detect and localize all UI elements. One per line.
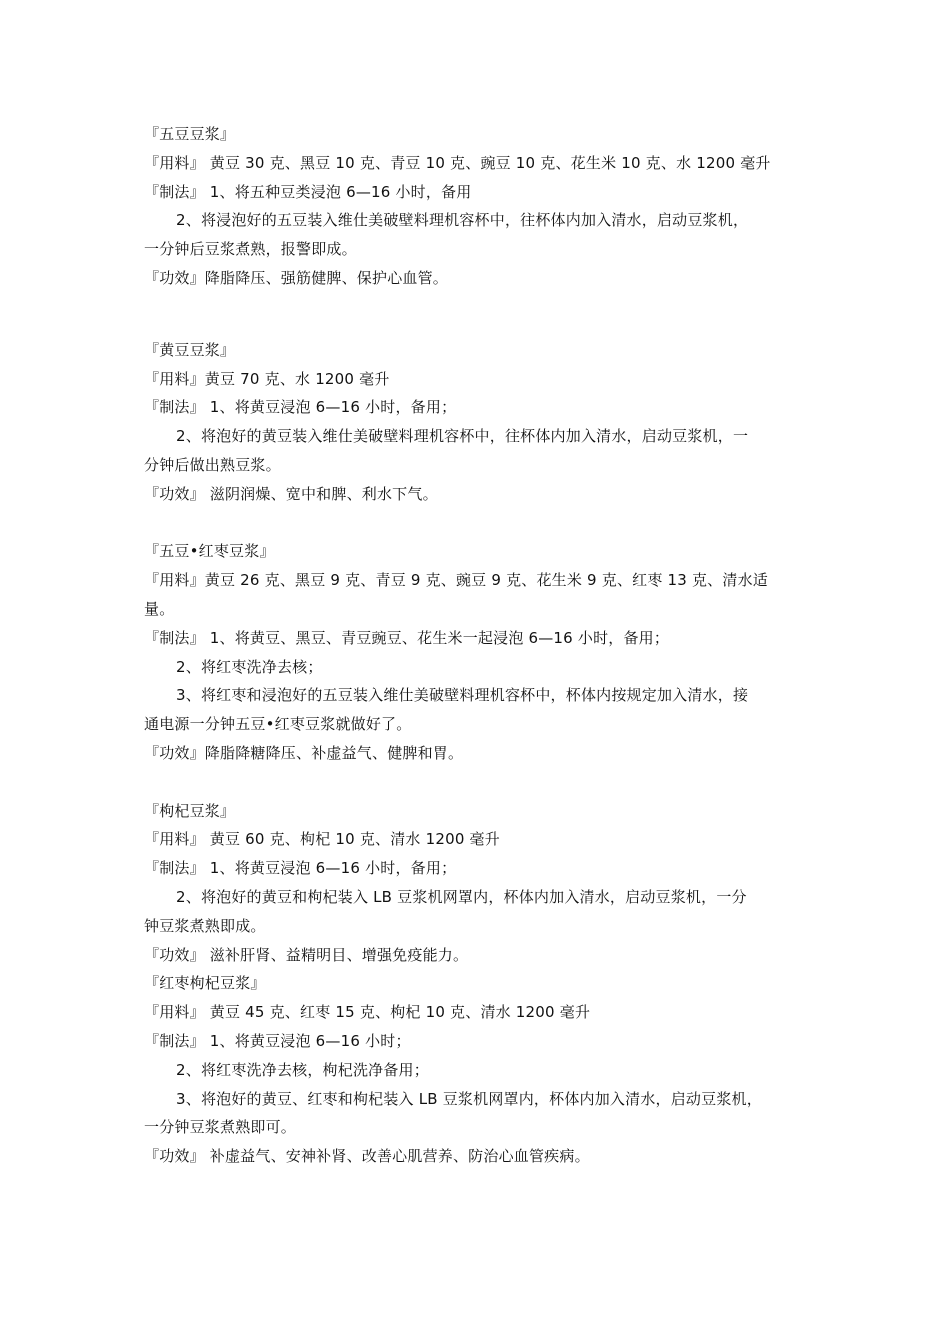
recipe-huangdou	[144, 336, 816, 509]
recipe-content	[144, 120, 816, 1171]
recipe-title: 『枸杞豆浆』	[144, 801, 236, 820]
recipe-method-step-1: 『制法』 1、将黄豆浸泡 6—16 小时，备用；	[144, 859, 457, 878]
recipe-method-step-1: 『制法』 1、将黄豆浸泡 6—16 小时，备用；	[144, 398, 457, 417]
recipe-method-step-1: 『制法』 1、将五种豆类浸泡 6—16 小时，备用	[144, 182, 472, 201]
section-gap	[144, 768, 816, 797]
recipe-effect: 『功效』 补虚益气、安神补肾、改善心肌营养、防治心血管疾病。	[144, 1147, 590, 1166]
recipe-ingredients-continued: 量。	[144, 599, 175, 618]
recipe-title: 『红枣枸杞豆浆』	[144, 974, 266, 993]
recipe-method-step-1: 『制法』 1、将黄豆、黑豆、青豆豌豆、花生米一起浸泡 6—16 小时，备用；	[144, 628, 670, 647]
recipe-method-step-2: 2、将红枣洗净去核，枸杞洗净备用；	[176, 1060, 429, 1079]
recipe-title: 『五豆豆浆』	[144, 125, 236, 143]
recipe-effect: 『功效』降脂降压、强筋健脾、保护心血管。	[144, 268, 449, 287]
recipe-ingredients: 『用料』黄豆 70 克、水 1200 毫升	[144, 369, 390, 388]
recipe-method-step-2-continued: 一分钟后豆浆煮熟，报警即成。	[144, 240, 357, 259]
section-gap	[144, 509, 816, 538]
recipe-method-step-2-continued: 分钟后做出熟豆浆。	[144, 455, 281, 474]
section-gap	[144, 293, 816, 336]
recipe-wudou	[144, 120, 816, 293]
recipe-method-step-2: 2、将泡好的黄豆和枸杞装入 LB 豆浆机网罩内，杯体内加入清水，启动豆浆机，一分	[176, 887, 747, 906]
recipe-ingredients: 『用料』黄豆 26 克、黑豆 9 克、青豆 9 克、豌豆 9 克、花生米 9 克、红枣 13 克、清水适	[144, 571, 768, 590]
recipe-hongzao-gouqi	[144, 969, 816, 1171]
recipe-method-step-3: 3、将红枣和浸泡好的五豆装入维仕美破壁料理机容杯中，杯体内按规定加入清水，接	[176, 686, 749, 705]
recipe-gouqi	[144, 797, 816, 970]
recipe-title: 『黄豆豆浆』	[144, 340, 236, 359]
recipe-method-step-2-continued: 钟豆浆煮熟即成。	[144, 916, 266, 935]
recipe-ingredients: 『用料』 黄豆 60 克、枸杞 10 克、清水 1200 毫升	[144, 830, 500, 849]
recipe-effect: 『功效』 滋补肝肾、益精明目、增强免疫能力。	[144, 945, 469, 964]
recipe-wudou-hongzao	[144, 537, 816, 767]
recipe-method-step-1: 『制法』 1、将黄豆浸泡 6—16 小时；	[144, 1031, 411, 1050]
recipe-title: 『五豆•红枣豆浆』	[144, 542, 275, 561]
recipe-effect: 『功效』 滋阴润燥、宽中和脾、利水下气。	[144, 484, 438, 503]
recipe-method-step-2: 2、将泡好的黄豆装入维仕美破壁料理机容杯中，往杯体内加入清水，启动豆浆机，一	[176, 427, 749, 446]
recipe-effect: 『功效』降脂降糖降压、补虚益气、健脾和胃。	[144, 743, 464, 762]
recipe-method-step-3-continued: 一分钟豆浆煮熟即可。	[144, 1118, 297, 1137]
recipe-method-step-2: 2、将浸泡好的五豆装入维仕美破壁料理机容杯中，往杯体内加入清水，启动豆浆机，	[176, 211, 749, 230]
recipe-method-step-3-continued: 通电源一分钟五豆•红枣豆浆就做好了。	[144, 715, 412, 734]
recipe-ingredients: 『用料』 黄豆 30 克、黑豆 10 克、青豆 10 克、豌豆 10 克、花生米 10 克、水 1200 毫升	[144, 153, 771, 172]
recipe-method-step-2: 2、将红枣洗净去核；	[176, 657, 323, 676]
recipe-method-step-3: 3、将泡好的黄豆、红枣和枸杞装入 LB 豆浆机网罩内，杯体内加入清水，启动豆浆机，	[176, 1089, 762, 1108]
recipe-ingredients: 『用料』 黄豆 45 克、红枣 15 克、枸杞 10 克、清水 1200 毫升	[144, 1003, 591, 1022]
